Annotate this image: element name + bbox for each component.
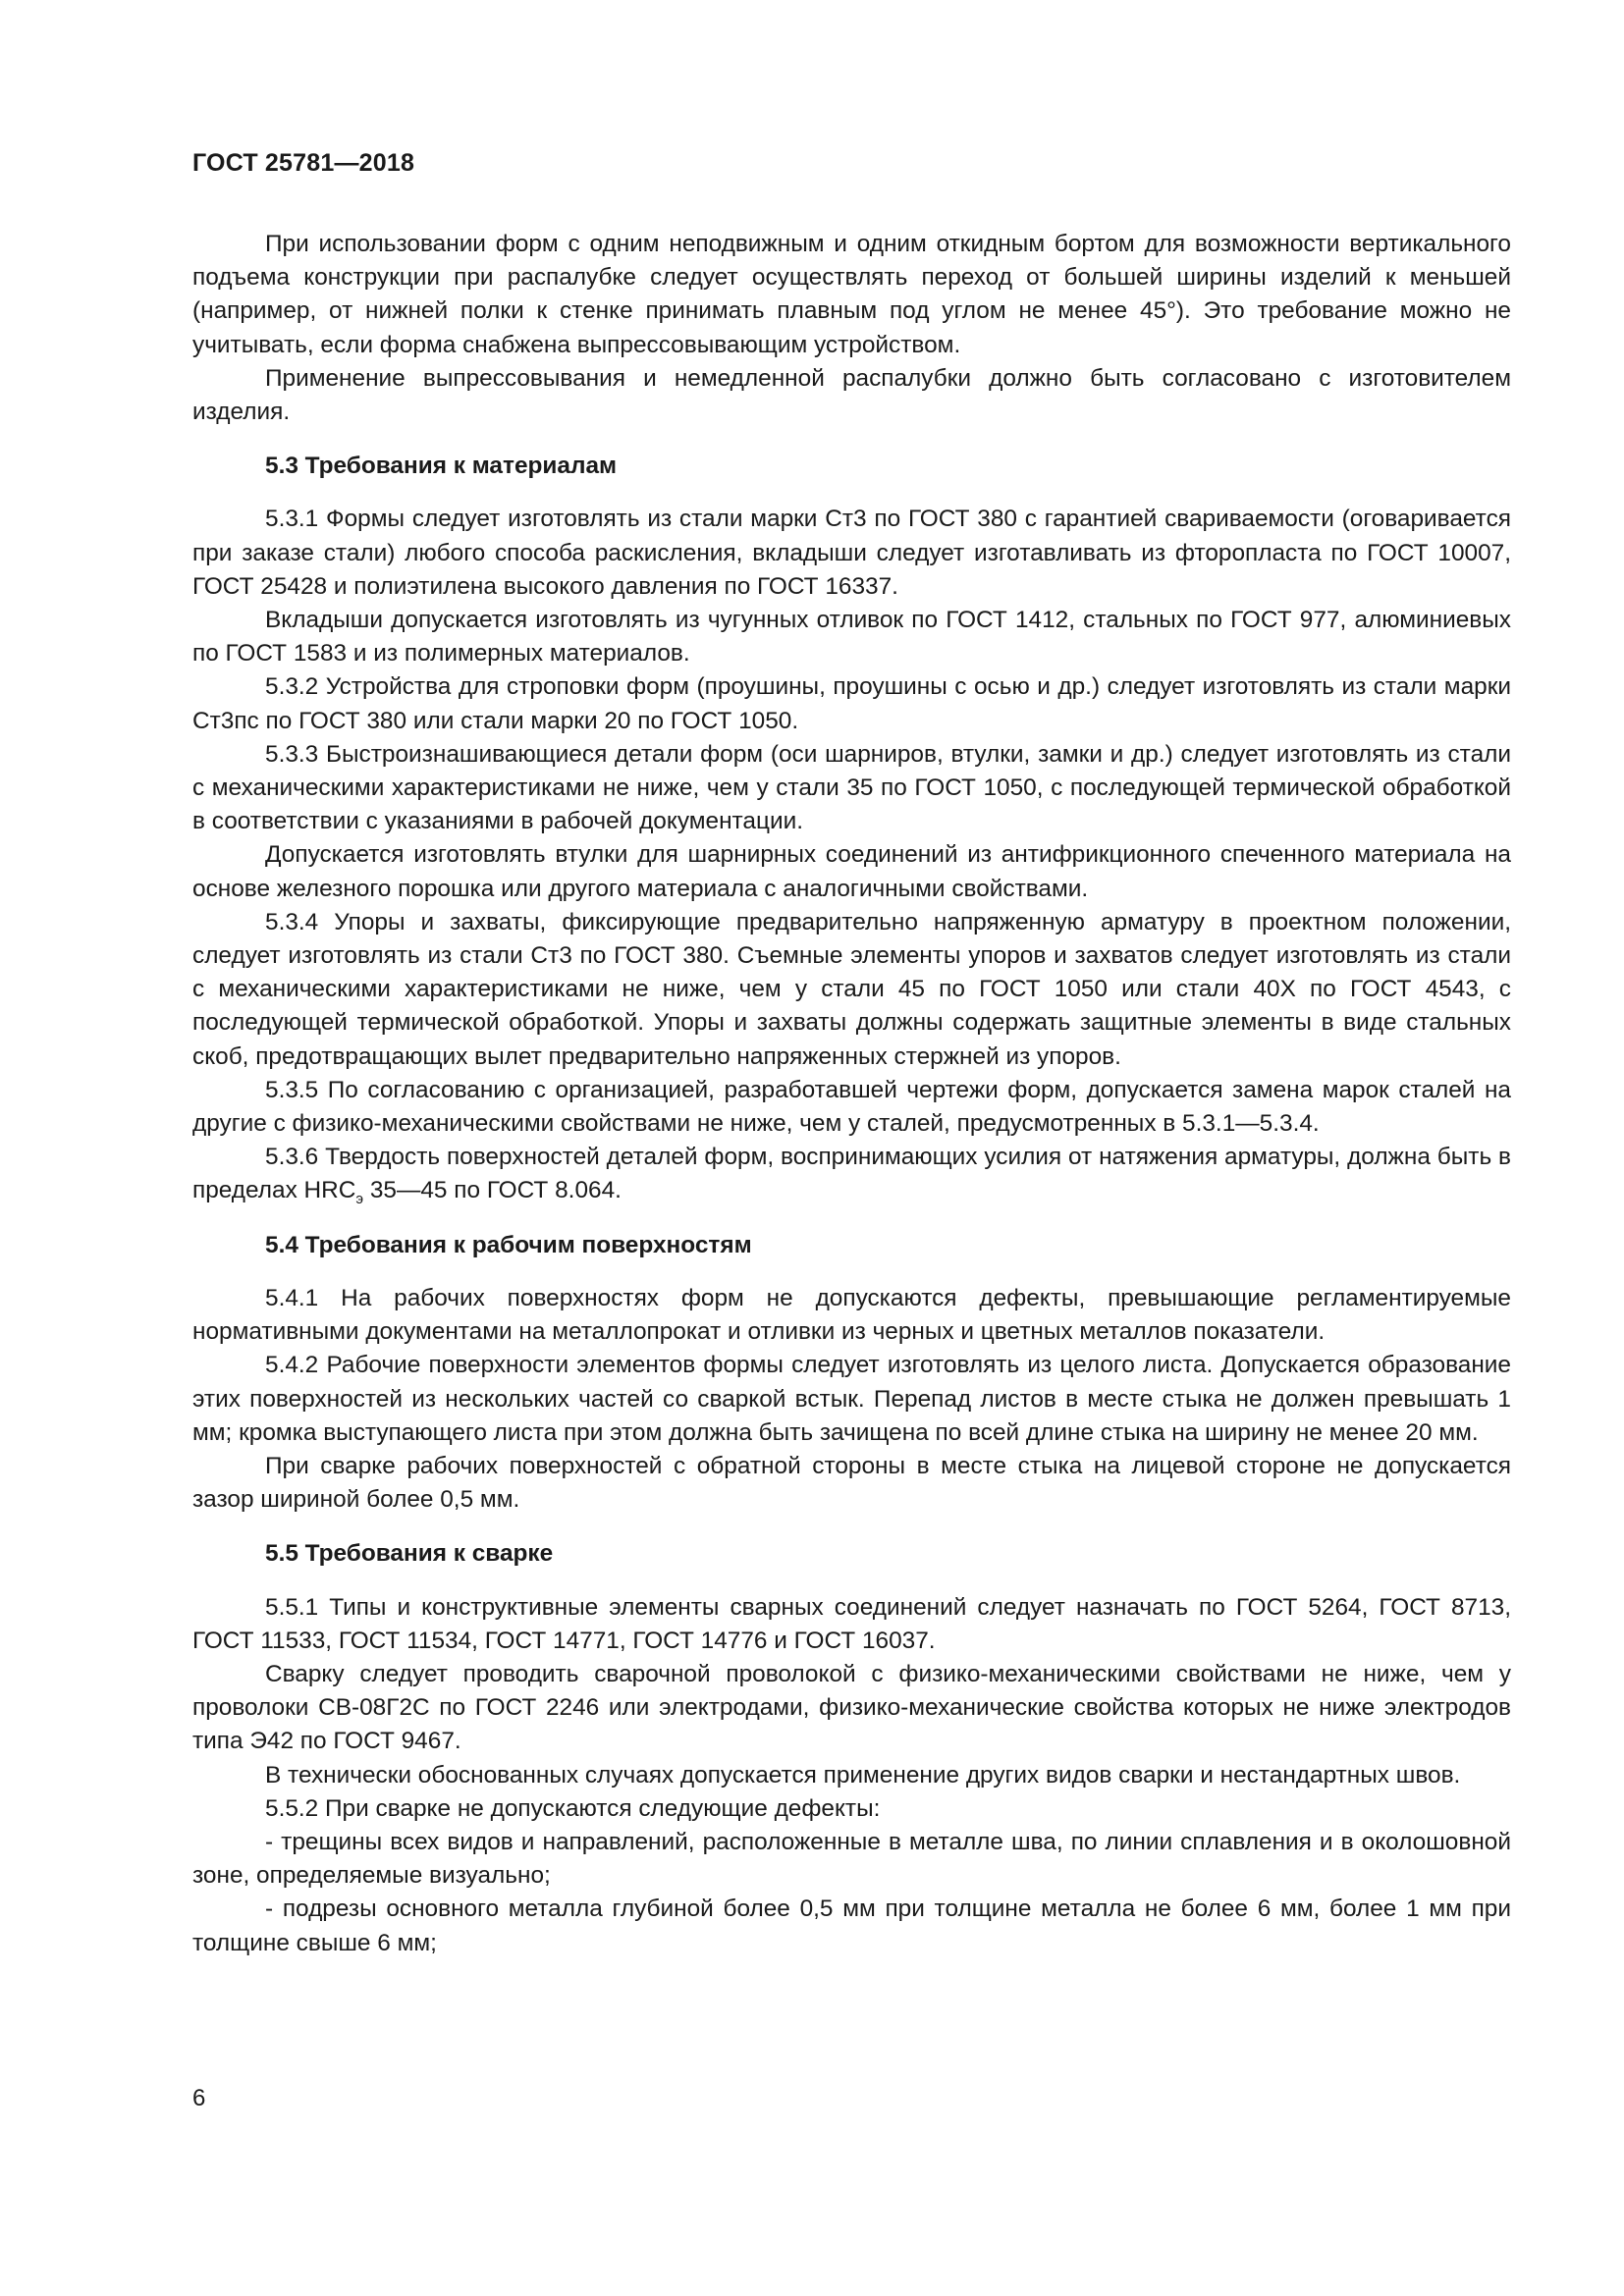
paragraph: Сварку следует проводить сварочной проволокой с физико-механическими свойствами не ниже, чем у проволоки СВ-08Г2С по ГОСТ 2246 или электродами, физико-механические свойства которых не ниже электродов типа Э42 по ГОСТ 9467.	[192, 1660, 1511, 1755]
paragraph: Вкладыши допускается изготовлять из чугунных отливок по ГОСТ 1412, стальных по ГОСТ 977, алюминиевых по ГОСТ 1583 и из полимерных материалов.	[192, 607, 1511, 667]
list-item: - подрезы основного металла глубиной более 0,5 мм при толщине металла не более 6 мм, более 1 мм при толщине свыше 6 мм;	[192, 1896, 1511, 1956]
document-header: ГОСТ 25781—2018	[192, 149, 415, 177]
section-heading-5-4: 5.4 Требования к рабочим поверхностям	[265, 1231, 752, 1258]
list-item: - трещины всех видов и направлений, расположенные в металле шва, по линии сплавления и в околошовной зоне, определяемые визуально;	[192, 1828, 1511, 1890]
paragraph	[192, 1141, 1511, 1207]
paragraph: 5.3.5 По согласованию с организацией, разработавшей чертежи форм, допускается замена марок сталей на другие с физико-механическими свойствами не ниже, чем у сталей, предусмотренных в 5.3.1—5.3.4.	[192, 1076, 1511, 1138]
paragraph: При использовании форм с одним неподвижным и одним откидным бортом для возможности вертикального подъема конструкции при распалубке следует осуществлять переход от большей ширины изделий к меньшей (например, от нижней полки к стенке принимать плавным под углом не менее 45°). Это требование можно не учитывать, если форма снабжена выпрессовывающим устройством.	[192, 231, 1511, 358]
paragraph: 5.4.2 Рабочие поверхности элементов формы следует изготовлять из целого листа. Допускается образование этих поверхностей из нескольких частей со сваркой встык. Перепад листов в месте стыка не должен превышать 1 мм; кромка выступающего листа при этом должна быть зачищена по всей длине стыка на ширину не менее 20 мм.	[192, 1352, 1511, 1446]
paragraph: При сварке рабочих поверхностей с обратной стороны в месте стыка на лицевой стороне не допускается зазор шириной более 0,5 мм.	[192, 1452, 1511, 1514]
paragraph: 5.3.1 Формы следует изготовлять из стали марки Ст3 по ГОСТ 380 с гарантией свариваемости (оговаривается при заказе стали) любого способа раскисления, вкладыши следует изготавливать из фторопласта по ГОСТ 10007, ГОСТ 25428 и полиэтилена высокого давления по ГОСТ 16337.	[192, 506, 1511, 600]
document-body	[192, 228, 1511, 1960]
paragraph-text: 5.3.6 Твердость поверхностей деталей форм, воспринимающих усилия от натяжения арматуры, должна быть в пределах HRC	[192, 1144, 1511, 1204]
paragraph-text: 35—45 по ГОСТ 8.064.	[363, 1177, 622, 1204]
paragraph: 5.3.2 Устройства для строповки форм (проушины, проушины с осью и др.) следует изготовлять из стали марки Ст3пс по ГОСТ 380 или стали марки 20 по ГОСТ 1050.	[192, 673, 1511, 734]
paragraph: 5.3.4 Упоры и захваты, фиксирующие предварительно напряженную арматуру в проектном положении, следует изготовлять из стали Ст3 по ГОСТ 380. Съемные элементы упоров и захватов следует изготовлять из стали с механическими характеристиками не ниже, чем у стали 45 по ГОСТ 1050 или стали 40Х по ГОСТ 4543, с последующей термической обработкой. Упоры и захваты должны содержать защитные элементы в виде стальных скоб, предотвращающих вылет предварительно напряженных стержней из упоров.	[192, 908, 1511, 1070]
section-heading-5-5: 5.5 Требования к сварке	[265, 1540, 554, 1568]
paragraph: Допускается изготовлять втулки для шарнирных соединений из антифрикционного спеченного материала на основе железного порошка или другого материала с аналогичными свойствами.	[192, 841, 1511, 902]
section-heading-5-3: 5.3 Требования к материалам	[265, 453, 618, 480]
paragraph: 5.5.1 Типы и конструктивные элементы сварных соединений следует назначать по ГОСТ 5264, ГОСТ 8713, ГОСТ 11533, ГОСТ 11534, ГОСТ 14771, ГОСТ 14776 и ГОСТ 16037.	[192, 1593, 1511, 1654]
paragraph: 5.3.3 Быстроизнашивающиеся детали форм (оси шарниров, втулки, замки и др.) следует изготовлять из стали с механическими характеристиками не ниже, чем у стали 35 по ГОСТ 1050, с последующей термической обработкой в соответствии с указаниями в рабочей документации.	[192, 740, 1511, 835]
subscript: э	[355, 1191, 364, 1208]
page-number: 6	[192, 2085, 206, 2111]
paragraph: Применение выпрессовывания и немедленной распалубки должно быть согласовано с изготовителем изделия.	[192, 364, 1511, 426]
paragraph: 5.4.1 На рабочих поверхностях форм не допускаются дефекты, превышающие регламентируемые нормативными документами на металлопрокат и отливки из черных и цветных металлов показатели.	[192, 1284, 1511, 1346]
paragraph: В технически обоснованных случаях допускается применение других видов сварки и нестандартных швов.	[265, 1761, 1461, 1789]
paragraph: 5.5.2 При сварке не допускаются следующие дефекты:	[265, 1794, 881, 1822]
